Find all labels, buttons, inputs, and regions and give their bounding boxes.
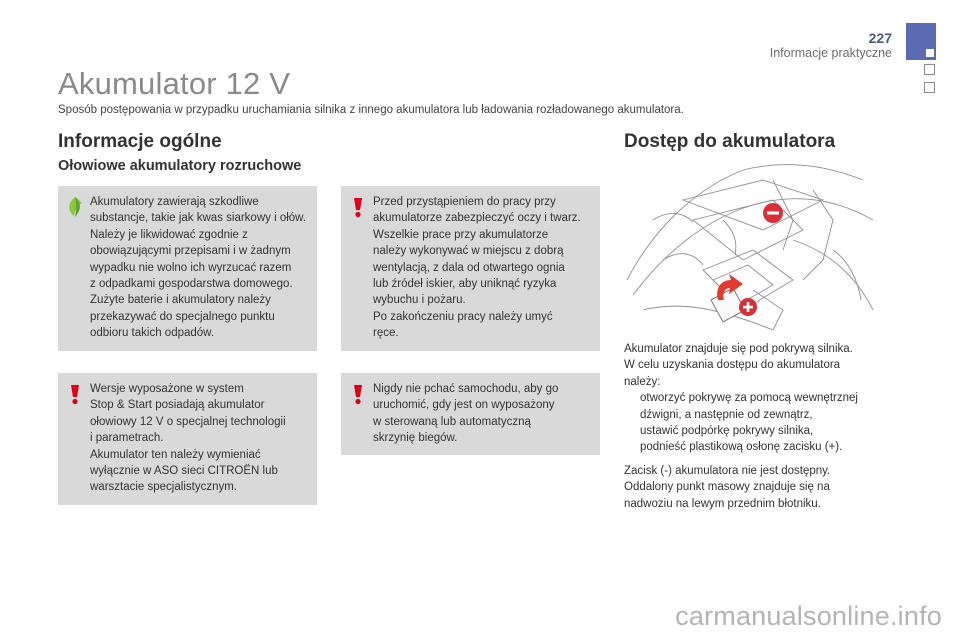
info-box-recycling-text: Akumulatory zawierają szkodliwe substancje, takie jak kwas siarkowy i ołów. Należy je likwidować zgodnie z obowiązującymi przepisami i w żadnym wypadku nie wolno ich wyrzucać razem z odpadkami gospodarstwa domowego. Zużyte baterie i akumulatory należy przekazywać do specjalnego punktu odbioru takich odpadów.	[90, 196, 307, 340]
chapter-tab-marker	[926, 49, 934, 57]
warning-icon	[348, 196, 368, 218]
step-text: ustawić podpórkę pokrywy silnika,	[640, 425, 814, 438]
battery-access-intro: Akumulator znajduje się pod pokrywą silnika. W celu uzyskania dostępu do akumulatora należy:	[624, 343, 853, 388]
ground-point-note	[624, 463, 904, 512]
warning-box-push-start-text: Nigdy nie pchać samochodu, aby go uruchomić, gdy jest on wyposażony w sterowaną lub automatyczną skrzynię biegów.	[373, 383, 559, 445]
warning-box-stop-start	[58, 373, 317, 505]
engine-bay-illustration	[623, 160, 881, 334]
plus-terminal-icon	[739, 298, 757, 316]
chapter-tab-3[interactable]	[924, 82, 935, 93]
page-subtitle: Sposób postępowania w przypadku uruchamiania silnika z innego akumulatora lub ładowania rozładowanego akumulatora.	[58, 104, 684, 116]
ground-point-note-text: Zacisk (-) akumulatora nie jest dostępny. Oddalony punkt masowy znajduje się na nadwoziu na lewym przednim błotniku.	[624, 465, 831, 510]
chapter-tab-2[interactable]	[924, 64, 935, 75]
bullet-icon	[624, 390, 640, 423]
warning-box-stop-start-text: Wersje wyposażone w system Stop & Start posiadają akumulator ołowiowy 12 V o specjalnej technologii i parametrach. Akumulator ten należy wymieniać wyłącznie w ASO sieci CITROËN lub warsztacie specjalistycznym.	[90, 383, 286, 494]
step-text: otworzyć pokrywę za pomocą wewnętrznej dźwigni, a następnie od zewnątrz,	[640, 392, 858, 421]
info-box-recycling	[58, 186, 317, 351]
warning-icon	[65, 383, 85, 405]
page-number: 227	[868, 30, 892, 46]
section-name: Informacje praktyczne	[769, 46, 892, 60]
battery-access-instructions	[624, 341, 904, 456]
bullet-icon	[624, 423, 640, 439]
page-title: Akumulator 12 V	[58, 66, 291, 101]
list-item	[624, 423, 904, 439]
watermark: carmanualsonline.info	[675, 601, 942, 631]
lead-acid-heading: Ołowiowe akumulatory rozruchowe	[58, 158, 302, 174]
warning-box-safety	[341, 186, 600, 351]
minus-terminal-icon	[763, 203, 783, 223]
step-text: podnieść plastikową osłonę zacisku (+).	[640, 441, 843, 454]
chapter-tab-active[interactable]	[906, 23, 936, 60]
list-item	[624, 390, 904, 423]
eco-leaf-icon	[65, 196, 85, 218]
warning-box-safety-text: Przed przystąpieniem do pracy przy akumulatorze zabezpieczyć oczy i twarz. Wszelkie prace przy akumulatorze należy wykonywać w miejscu z dobrą wentylacją, z dala od otwartego ognia lub źródeł iskier, aby uniknąć ryzyka wybuchu i pożaru. Po zakończeniu pracy należy umyć ręce.	[373, 196, 581, 340]
list-item	[624, 439, 904, 455]
warning-box-push-start	[341, 373, 600, 455]
general-info-heading: Informacje ogólne	[58, 131, 222, 152]
warning-icon	[348, 383, 368, 405]
battery-access-heading: Dostęp do akumulatora	[624, 131, 836, 152]
bullet-icon	[624, 439, 640, 455]
